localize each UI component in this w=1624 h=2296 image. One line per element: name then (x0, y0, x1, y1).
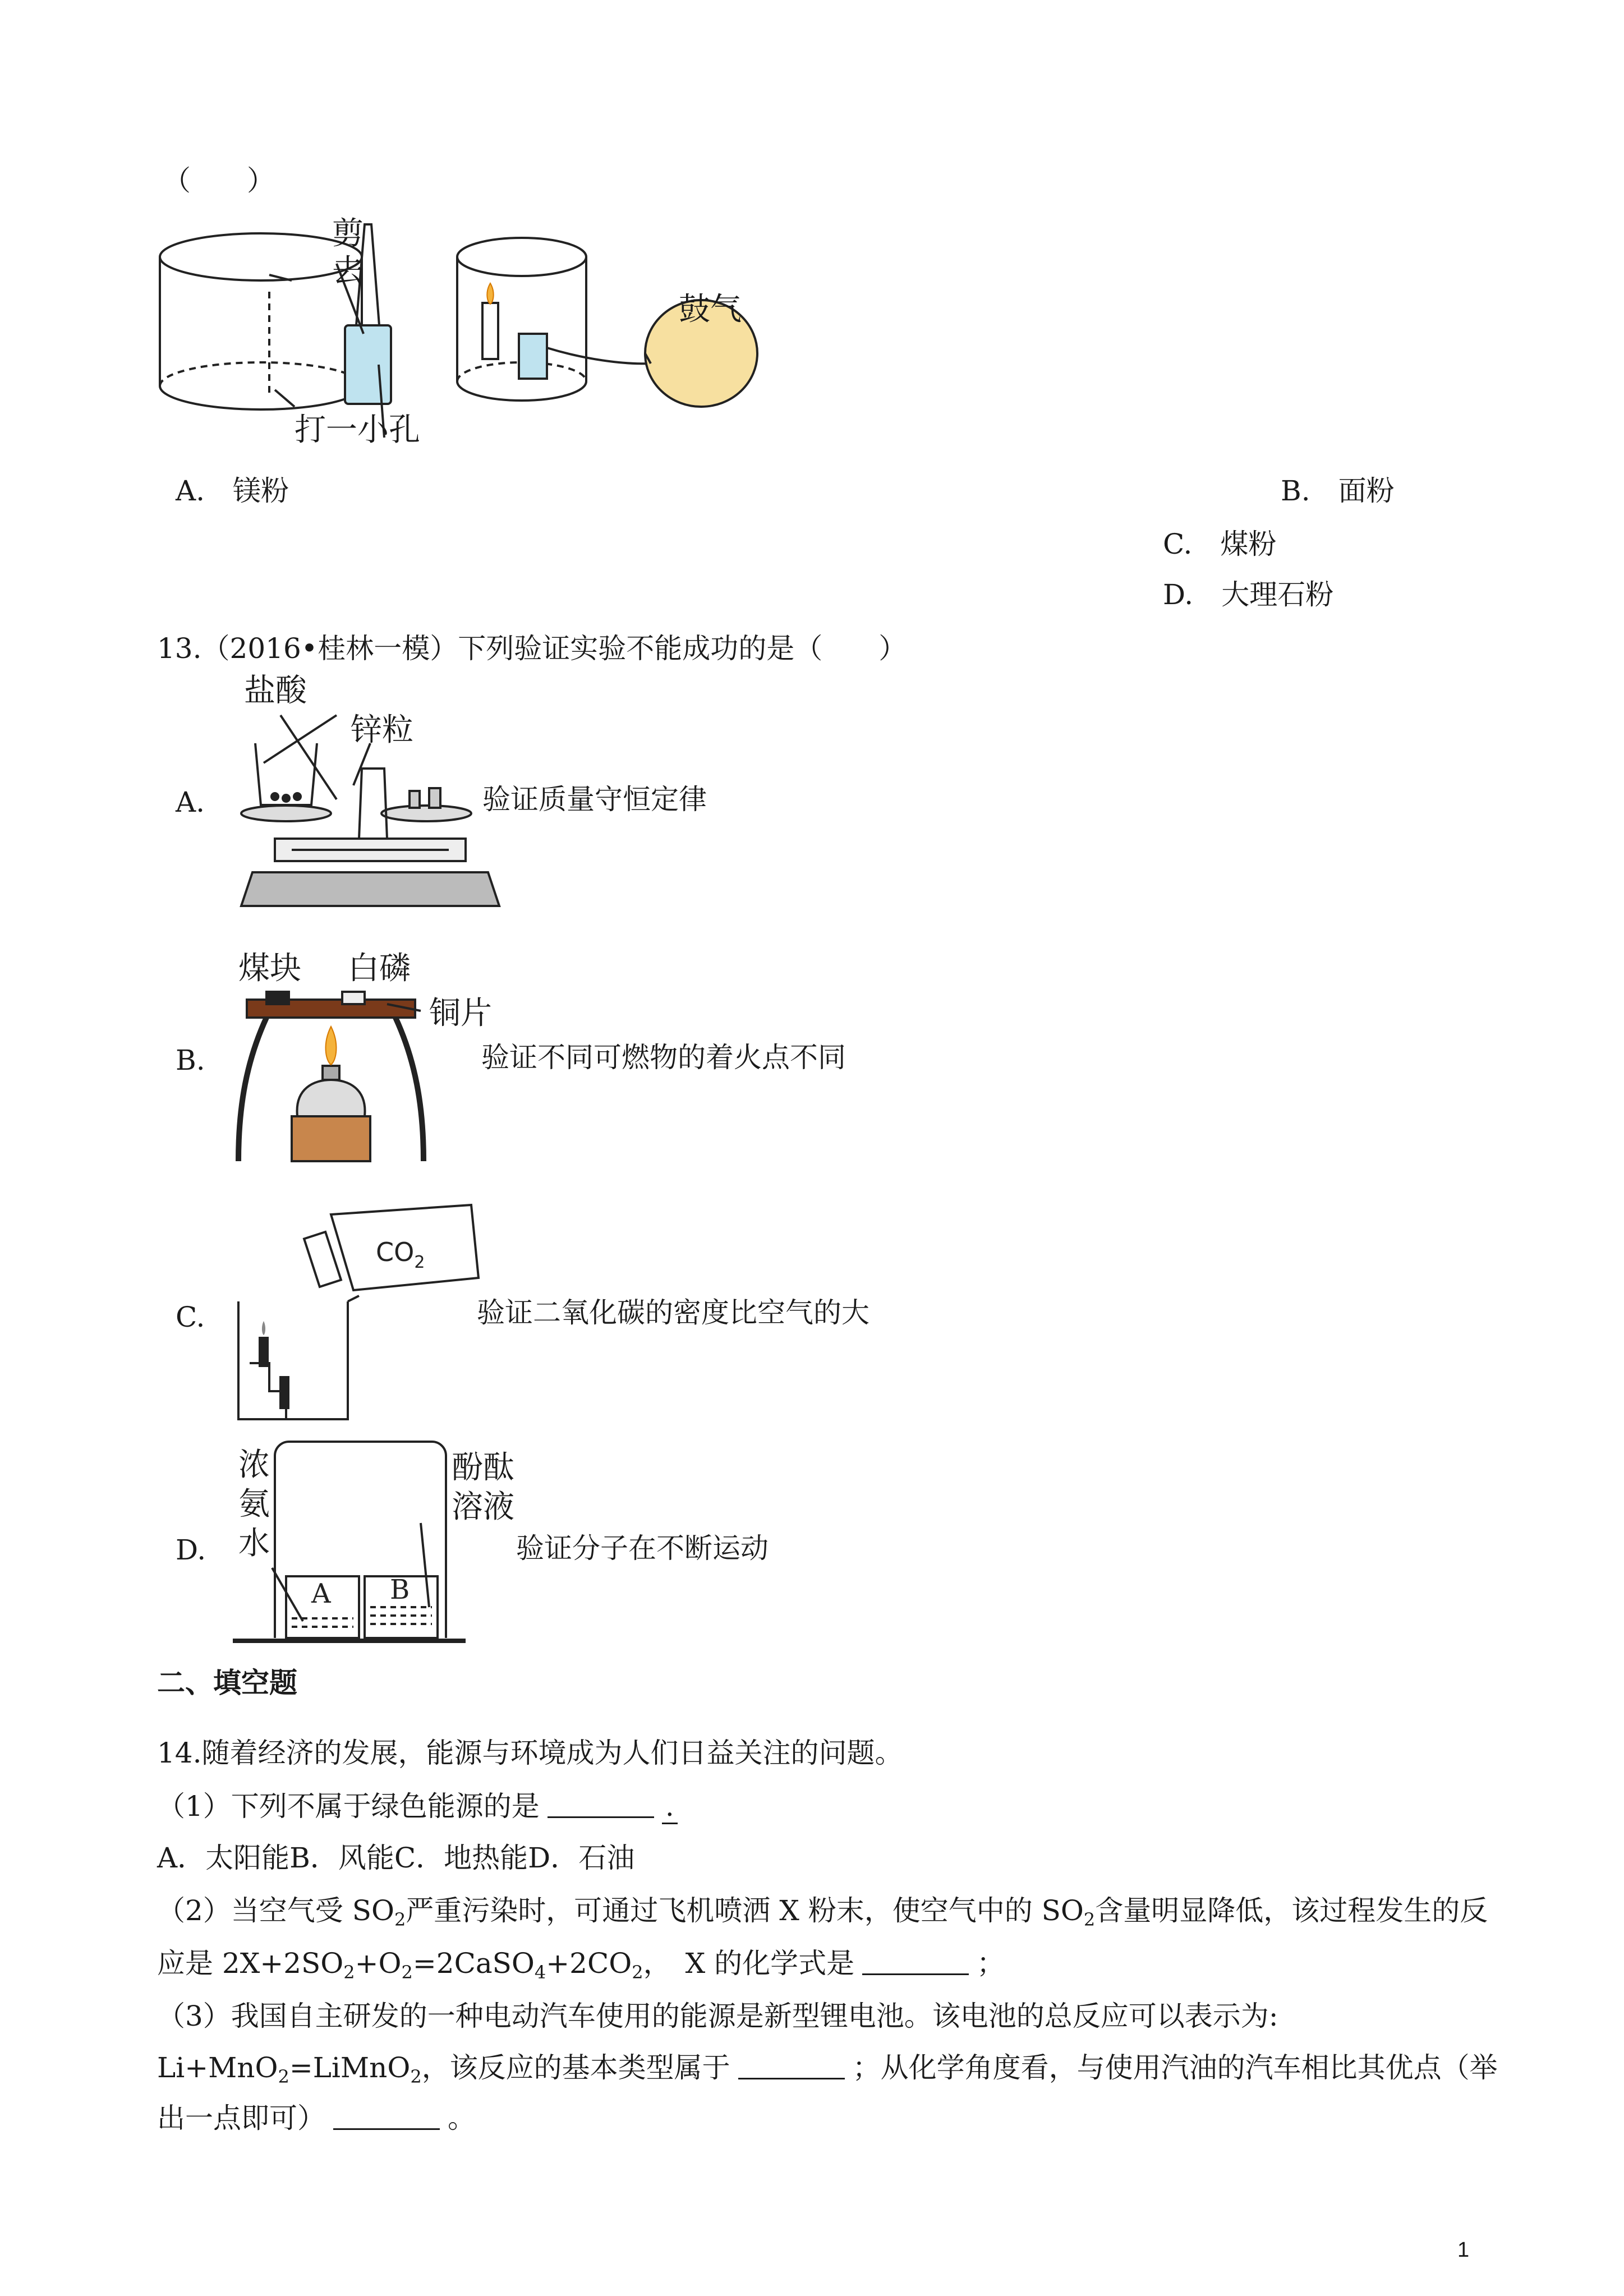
label-water: 水 (238, 1525, 270, 1562)
q14-part2-line2: 应是 $2X+2SO_2+O_2=2CaSO_4+2CO_2$， X 的化学式是 ； (157, 1947, 1005, 1983)
q14-part3-line1: （3）我国自主研发的一种电动汽车使用的能源是新型锂电池。该电池的总反应可以表示为: (157, 2000, 1278, 2032)
q13-b-heating-figure (230, 948, 499, 1172)
q13-a-text: 验证质量守恒定律 (482, 783, 707, 816)
label-conc: 浓 (238, 1447, 270, 1483)
q12-apparatus-figure (157, 213, 797, 460)
q14-blank-1[interactable] (548, 1794, 654, 1818)
q14-part2-line1: （2）当空气受 $SO_2$严重污染时，可通过飞机喷洒 X 粉末，使空气中的 $SO_2$含量明显降低，该过程发生的反 (157, 1894, 1488, 1930)
page-number: 1 (1457, 2238, 1470, 2262)
label-hole: 打一小孔 (295, 412, 420, 448)
q13-c-co2-figure (233, 1195, 480, 1430)
label-acid: 盐酸 (244, 673, 307, 709)
label-blow: 鼓气 (679, 291, 742, 328)
q13-d-ammonia-figure (227, 1439, 539, 1652)
q12-option-c: C. 煤粉 (1163, 528, 1277, 560)
label-phenolphthalein: 酚酞 (452, 1450, 514, 1486)
label-coal: 煤块 (238, 950, 301, 987)
q13-c-letter: C. (176, 1301, 205, 1333)
q14-part3-line2: Li+MnO$_2$=LiMnO$_2$，该反应的基本类型属于 ；从化学角度看，与使用汽油的汽车相比其优点（举 (157, 2051, 1498, 2087)
q14-blank-2[interactable] (862, 1951, 969, 1975)
label-ammonia: 氨 (238, 1486, 270, 1522)
label-zinc: 锌粒 (351, 712, 413, 748)
label-co2-subscript: 2 (414, 1253, 425, 1272)
q13-d-letter: D. (176, 1534, 206, 1566)
label-cut: 剪 (332, 215, 364, 252)
q13-b-text: 验证不同可燃物的着火点不同 (481, 1041, 846, 1074)
label-co2: CO (376, 1237, 415, 1267)
q14-blank-4[interactable] (333, 2106, 440, 2130)
q12-option-b: B. 面粉 (1281, 475, 1395, 507)
section-title: 二、填空题 (157, 1667, 297, 1699)
label-go: 去 (332, 253, 364, 289)
q13-a-balance-figure (241, 670, 499, 928)
label-phosphorus: 白磷 (348, 950, 411, 987)
label-copper: 铜片 (429, 995, 492, 1032)
label-beaker-b: B (390, 1574, 410, 1605)
q13-a-letter: A. (176, 786, 205, 818)
q14-stem: 14.随着经济的发展，能源与环境成为人们日益关注的问题。 (157, 1737, 903, 1769)
q12-option-a: A. 镁粉 (176, 475, 289, 507)
q12-answer-paren: （ ） (163, 164, 275, 197)
q14-part1: （1）下列不属于绿色能源的是 . (157, 1789, 678, 1823)
q14-blank-3[interactable] (738, 2055, 845, 2079)
svg-text:CO2 (376, 1237, 425, 1272)
q14-part1-options: A．太阳能B．风能C．地热能D．石油 (157, 1842, 635, 1874)
q13-b-letter: B. (176, 1044, 205, 1076)
label-beaker-a: A (311, 1578, 331, 1609)
q13-d-text: 验证分子在不断运动 (516, 1532, 769, 1565)
q14-part3-line3: 出一点即可） 。 (157, 2102, 476, 2134)
q13-c-text: 验证二氧化碳的密度比空气的大 (477, 1296, 869, 1329)
label-solution: 溶液 (452, 1489, 514, 1525)
q13-stem: 13.（2016•桂林一模）下列验证实验不能成功的是（ ） (157, 632, 907, 665)
q12-option-d: D. 大理石粉 (1163, 578, 1334, 611)
